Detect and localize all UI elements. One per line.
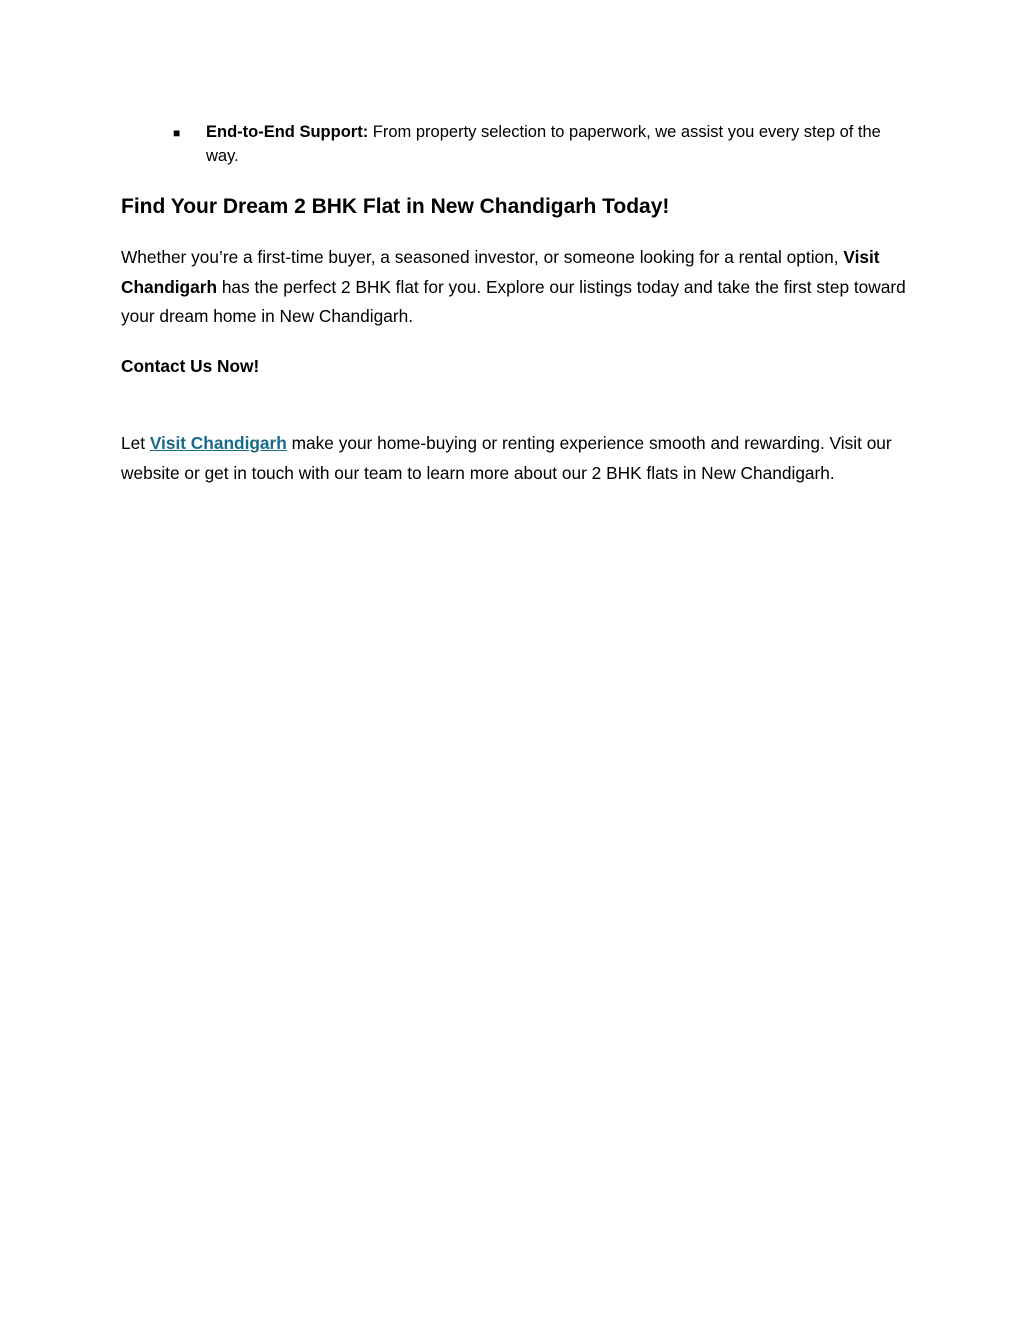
square-bullet-icon: ■ [173,126,181,140]
bullet-text [206,120,893,168]
intro-brand-name: Visit Chandigarh [121,247,880,297]
intro-text-start: Whether you’re a first-time buyer, a seasoned investor, or someone looking for a rental option, [121,247,844,267]
visit-chandigarh-link[interactable]: Visit Chandigarh [149,433,287,453]
closing-prefix: Let [121,433,150,453]
closing-suffix: make your home-buying or renting experience smooth and rewarding. Visit our website or get in touch with our team to learn more about our 2 BHK flats in New Chandigarh. [121,433,892,483]
section-heading: Find Your Dream 2 BHK Flat in New Chandigarh Today! [121,195,670,218]
closing-paragraph [121,429,911,488]
contact-heading: Contact Us Now! [121,356,260,376]
intro-paragraph [121,243,911,332]
bullet-description: From property selection to paperwork, we assist you every step of the way. [206,123,881,165]
list-item-end-to-end-support [173,120,893,168]
intro-text-end: has the perfect 2 BHK flat for you. Explore our listings today and take the first step toward your dream home in New Chandigarh. [121,276,906,326]
bullet-label: End-to-End Support: [206,123,369,141]
